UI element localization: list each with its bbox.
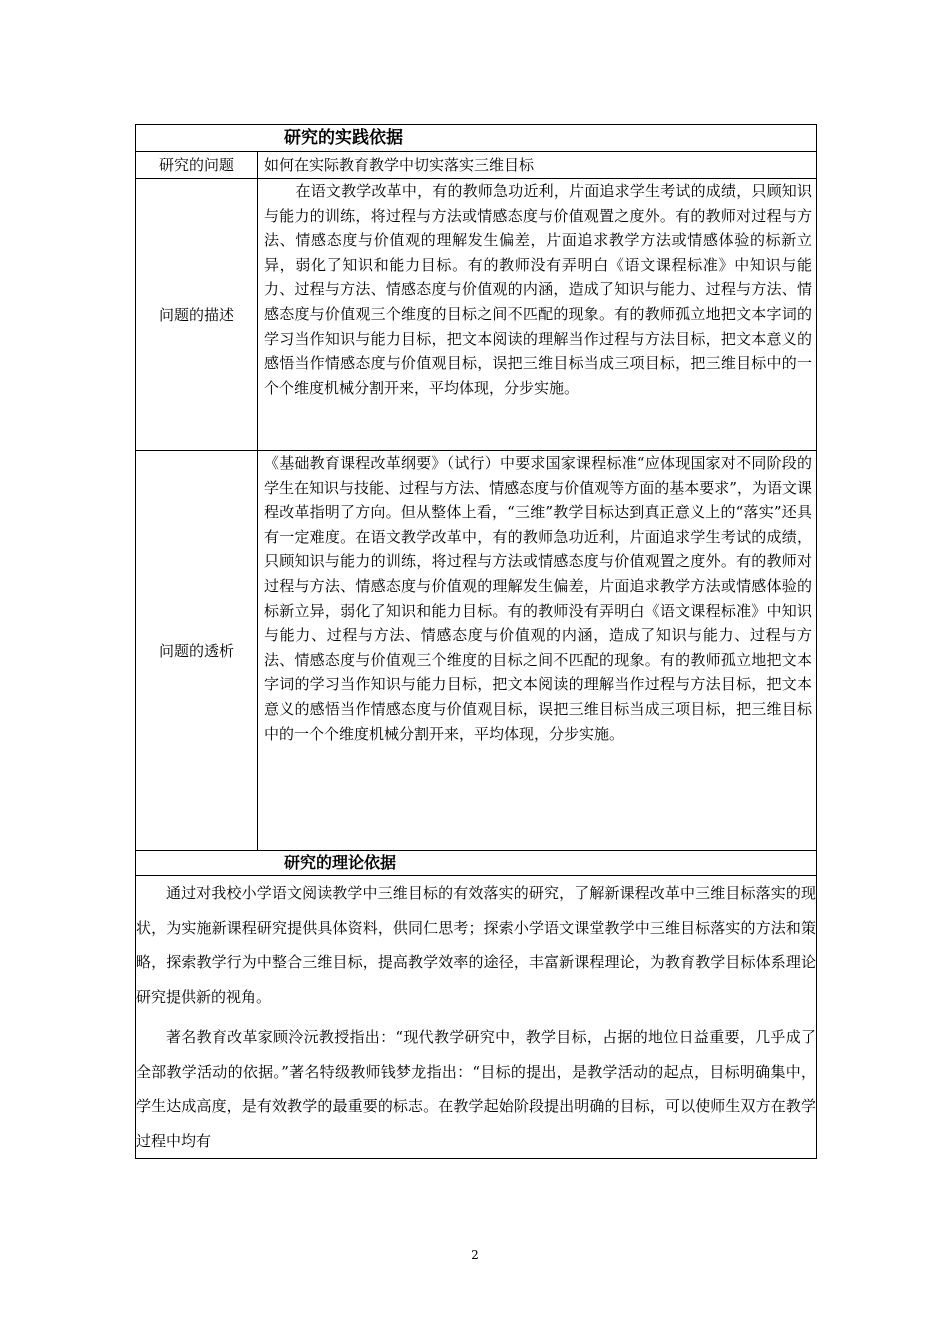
practice-heading: 研究的实践依据 [284,128,403,148]
practice-heading-row [136,125,817,152]
question-value: 如何在实际教育教学中切实落实三维目标 [258,152,817,179]
question-row [136,152,817,179]
theory-heading-row [136,851,817,876]
description-cell [258,179,817,451]
theory-paragraph-2: 著名教育改革家顾泠沅教授指出：“现代教学研究中，教学目标，占据的地位日益重要，几乎成了全部教学活动的依据。”著名特级教师钱梦龙指出：“目标的提出，是教学活动的起点，目标明确集中，学生达成高度，是有效教学的最重要的标志。在教学起始阶段提出明确的目标，可以使师生双方在教学过程中均有 [136,1028,816,1150]
theory-heading: 研究的理论依据 [284,853,397,872]
description-row [136,179,817,451]
description-label: 问题的描述 [136,179,258,451]
theory-body-row [136,876,817,1159]
question-label: 研究的问题 [136,152,258,179]
practice-heading-cell [136,125,817,152]
research-basis-table [135,124,817,1159]
analysis-cell [258,451,817,851]
theory-paragraph-1: 通过对我校小学语文阅读教学中三维目标的有效落实的研究，了解新课程改革中三维目标落实的现状，为实施新课程研究提供具体资料，供同仁思考；探索小学语文课堂教学中三维目标落实的方法和策略，探索教学行为中整合三维目标，提高教学效率的途径，丰富新课程理论，为教育教学目标体系理论研究提供新的视角。 [136,884,816,1006]
description-text: 在语文教学改革中，有的教师急功近利，片面追求学生考试的成绩，只顾知识与能力的训练，将过程与方法或情感态度与价值观置之度外。有的教师对过程与方法、情感态度与价值观的理解发生偏差，片面追求教学方法或情感体验的标新立异，弱化了知识和能力目标。有的教师没有弄明白《语文课程标准》中知识与能力、过程与方法、情感态度与价值观的内涵，造成了知识与能力、过程与方法、情感态度与价值观三个维度的目标之间不匹配的现象。有的教师孤立地把文本字词的学习当作知识与能力目标，把文本阅读的理解当作过程与方法目标，把文本意义的感悟当作情感态度与价值观目标，误把三维目标当成三项目标，把三维目标中的一个个维度机械分割开来，平均体现，分步实施。 [264,182,812,397]
theory-body-cell [136,876,817,1159]
page-number: 2 [471,1248,479,1262]
analysis-label: 问题的透析 [136,451,258,851]
theory-heading-cell [136,851,817,876]
analysis-text: 《基础教育课程改革纲要》（试行）中要求国家课程标准“应体现国家对不同阶段的学生在知识与技能、过程与方法、情感态度与价值观等方面的基本要求”，为语文课程改革指明了方向。但从整体上看，“三维”教学目标达到真正意义上的“落实”还具有一定难度。在语文教学改革中，有的教师急功近利，片面追求学生考试的成绩，只顾知识与能力的训练，将过程与方法或情感态度与价值观置之度外。有的教师对过程与方法、情感态度与价值观的理解发生偏差，片面追求教学方法或情感体验的标新立异，弱化了知识和能力目标。有的教师没有弄明白《语文课程标准》中知识与能力、过程与方法、情感态度与价值观的内涵，造成了知识与能力、过程与方法、情感态度与价值观三个维度的目标之间不匹配的现象。有的教师孤立地把文本字词的学习当作知识与能力目标，把文本阅读的理解当作过程与方法目标，把文本意义的感悟当作情感态度与价值观目标，误把三维目标当成三项目标，把三维目标中的一个个维度机械分割开来，平均体现，分步实施。 [264,454,812,743]
analysis-row [136,451,817,851]
